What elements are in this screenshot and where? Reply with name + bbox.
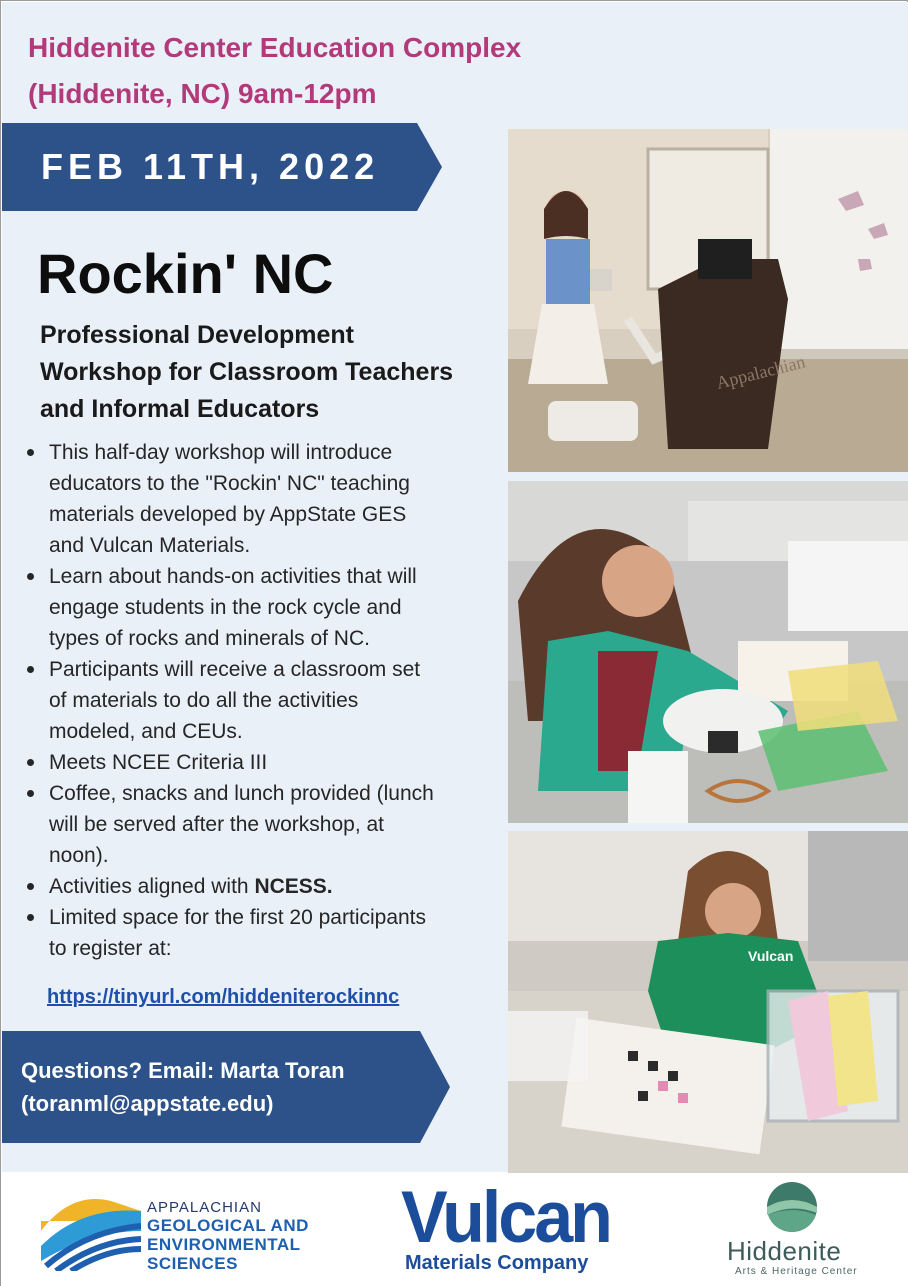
list-item: Participants will receive a classroom set of materials to do all the activities modeled, and CEUs. — [25, 654, 487, 747]
list-item: Limited space for the first 20 participants to register at: — [25, 902, 487, 964]
hiddenite-circle-logo-icon — [766, 1181, 818, 1233]
list-item: Meets NCEE Criteria III — [25, 747, 487, 778]
list-item: Coffee, snacks and lunch provided (lunch will be served after the workshop, at noon). — [25, 778, 487, 871]
photo-teacher-samples — [508, 831, 908, 1174]
event-date: FEB 11TH, 2022 — [41, 146, 380, 187]
bullet-icon — [27, 914, 34, 921]
bullet-icon — [27, 573, 34, 580]
list-item: This half-day workshop will introduce educators to the "Rockin' NC" teaching materials developed by AppState GES and Vulcan Materials. — [25, 437, 487, 561]
bullet-icon — [27, 666, 34, 673]
shirt-label: Vulcan — [748, 948, 794, 964]
venue-line-2: (Hiddenite, NC) 9am-12pm — [28, 78, 377, 109]
venue-heading — [28, 25, 628, 117]
list-item: Learn about hands-on activities that will engage students in the rock cycle and types of rocks and minerals of NC. — [25, 561, 487, 654]
list-item: Activities aligned with NCESS. — [25, 871, 487, 902]
photo-teacher-writing — [508, 481, 908, 823]
bullet-icon — [27, 883, 34, 890]
photo-presenter-podium — [508, 129, 908, 472]
contact-line-2: (toranml@appstate.edu) — [21, 1091, 274, 1116]
ncess-bold: NCESS. — [254, 875, 333, 898]
bullet-icon — [27, 790, 34, 797]
asu-mountain-logo-icon — [41, 1191, 141, 1271]
contact-info — [21, 1054, 421, 1120]
venue-line-1: Hiddenite Center Education Complex — [28, 32, 522, 63]
bullet-icon — [27, 449, 34, 456]
vulcan-logo-sub: Materials Company — [405, 1252, 589, 1274]
contact-line-1: Questions? Email: Marta Toran — [21, 1058, 345, 1083]
subtitle-line-2: Workshop for Classroom Teachers — [40, 358, 454, 386]
subtitle-line-3: and Informal Educators — [40, 395, 320, 423]
subtitle-line-1: Professional Development — [40, 321, 354, 349]
hiddenite-logo-sub: Arts & Heritage Center — [735, 1266, 858, 1277]
hiddenite-logo-word: Hiddenite — [727, 1236, 842, 1266]
asu-logo-text: APPALACHIAN GEOLOGICAL AND ENVIRONMENTAL SCIENCES — [147, 1199, 309, 1273]
podium-label: Appalachian — [714, 351, 808, 393]
event-subtitle — [40, 317, 500, 428]
event-title: Rockin' NC — [37, 242, 334, 305]
bullet-icon — [27, 759, 34, 766]
registration-link[interactable]: https://tinyurl.com/hiddeniterockinnc — [47, 986, 400, 1008]
workshop-details-list — [25, 437, 487, 964]
vulcan-logo-word: Vulcan — [401, 1176, 610, 1258]
